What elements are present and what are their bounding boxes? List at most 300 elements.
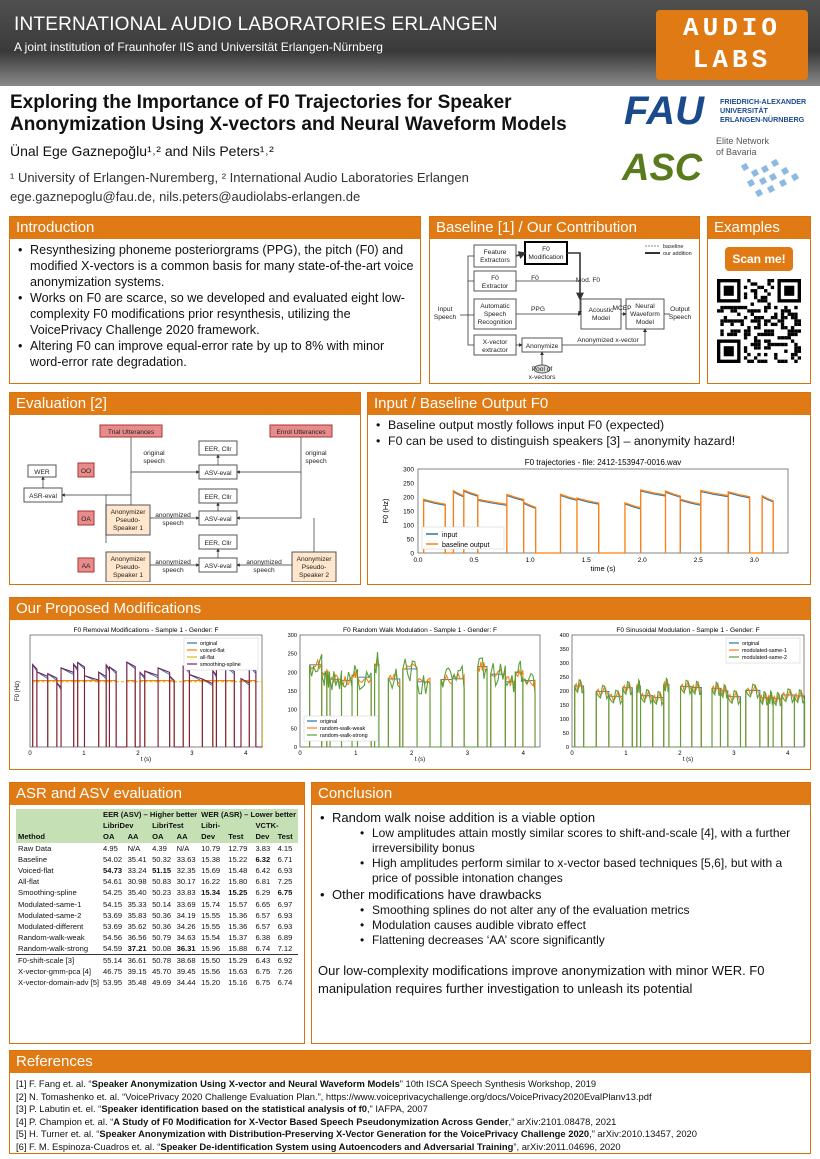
reference-4[interactable]: [4] P. Champion et. al. “A Study of F0 Modification for X-Vector Based Speech Pseudonymization Across Gender,” arXiv:2101.08478, 2021 bbox=[16, 1115, 617, 1127]
io-xtick: 2.0 bbox=[637, 557, 647, 564]
oa-label: OA bbox=[81, 516, 91, 523]
mod-xtick: 2 bbox=[678, 751, 682, 757]
conclusion-heading: Conclusion bbox=[312, 783, 810, 805]
intro-bullet-3: • Altering F0 can improve equal-error rate by up to 8% with minor word-error rate degradation. bbox=[16, 338, 414, 370]
pseudo1-b: Anonymizer bbox=[110, 556, 146, 563]
block-anonymize: Anonymize bbox=[525, 343, 559, 350]
io-xtick: 3.0 bbox=[749, 557, 759, 564]
value-cell: 33.83 bbox=[176, 888, 196, 898]
value-cell: 50.36 bbox=[152, 921, 172, 931]
value-cell: 50.78 bbox=[152, 955, 172, 965]
hdr-eer: EER (ASV) – Higher better bbox=[103, 810, 198, 820]
col-header: Dev bbox=[255, 832, 270, 842]
method-cell: Modulated-same-1 bbox=[18, 899, 82, 909]
evaluation-heading: Evaluation [2] bbox=[10, 393, 360, 415]
col-header: Dev bbox=[201, 832, 216, 842]
enb-line-1: Elite Network bbox=[716, 136, 770, 146]
f0-trajectory-chart bbox=[378, 455, 798, 583]
block-nwm: Neural bbox=[635, 303, 655, 310]
value-cell: 50.79 bbox=[152, 933, 172, 943]
anon-speech-2: anonymized bbox=[155, 559, 191, 566]
io-plot-title: F0 trajectories - file: 2412-153947-0016.wav bbox=[524, 458, 682, 467]
pseudo1-b-2: Pseudo- bbox=[115, 564, 141, 571]
evaluation-diagram bbox=[10, 415, 359, 582]
baseline-panel bbox=[429, 216, 700, 384]
results-table-wrap bbox=[10, 805, 304, 992]
conclusion-point-1: • Random walk noise addition is a viable option bbox=[318, 809, 804, 826]
evaluation-panel bbox=[9, 392, 361, 585]
value-cell: 6.75 bbox=[255, 977, 271, 987]
conclusion-panel bbox=[311, 782, 811, 1044]
value-cell: 36.31 bbox=[176, 944, 196, 954]
value-cell: 30.17 bbox=[176, 877, 196, 887]
value-cell: 10.79 bbox=[201, 843, 221, 853]
block-pool-2: x-vectors bbox=[528, 374, 556, 381]
col-header: AA bbox=[127, 832, 139, 842]
email-line: ege.gaznepoglu@fau.de, nils.peters@audiolabs-erlangen.de bbox=[10, 189, 361, 204]
block-asr-3: Recognition bbox=[477, 319, 513, 326]
value-cell: 6.42 bbox=[255, 866, 271, 876]
conclusion-sub-1b: • High amplitudes perform similar to x-vector based techniques [5,6], but with a price of possible intonation changes bbox=[360, 856, 810, 886]
mod-ytick: 250 bbox=[559, 675, 569, 681]
fau-logo bbox=[624, 88, 810, 132]
col-header: OA bbox=[103, 832, 115, 842]
mod-xtick: 3 bbox=[465, 751, 470, 757]
value-cell: 15.88 bbox=[228, 944, 248, 954]
value-cell: 54.02 bbox=[103, 854, 123, 864]
logo-line-2: LABS bbox=[692, 45, 772, 75]
anon-speech-2b: speech bbox=[162, 567, 184, 574]
value-cell: 45.70 bbox=[152, 966, 172, 976]
value-cell: 33.69 bbox=[176, 899, 196, 909]
mod-xtick: 1 bbox=[624, 751, 628, 757]
value-cell: 6.65 bbox=[255, 899, 271, 909]
value-cell: 37.21 bbox=[127, 944, 147, 954]
mod-legend bbox=[184, 638, 258, 670]
block-nwm-2: Waveform bbox=[630, 311, 660, 318]
col-header: AA bbox=[176, 832, 188, 842]
block-xvec: X-vector bbox=[482, 339, 508, 346]
asc-logo bbox=[620, 140, 710, 188]
value-cell: 50.08 bbox=[152, 944, 172, 954]
references-panel bbox=[9, 1050, 811, 1154]
asr-asv-panel bbox=[9, 782, 305, 1044]
input-output-panel bbox=[367, 392, 811, 585]
mod-legend-label: modulated-same-2 bbox=[742, 655, 787, 661]
elite-network-logo bbox=[712, 134, 812, 204]
value-cell: 6.29 bbox=[255, 888, 271, 898]
io-xtick: 2.5 bbox=[693, 557, 703, 564]
table-row bbox=[16, 932, 298, 943]
value-cell: 15.69 bbox=[201, 866, 221, 876]
table-row bbox=[16, 899, 298, 910]
value-cell: 36.61 bbox=[127, 955, 147, 965]
hdr-libritest: LibriTest bbox=[152, 821, 184, 831]
value-cell: 6.43 bbox=[255, 955, 271, 965]
block-acoustic-2: Model bbox=[592, 315, 610, 322]
value-cell: 6.93 bbox=[277, 921, 293, 931]
authors: Ünal Ege Gaznepoğlu¹˒² and Nils Peters¹˒² bbox=[10, 143, 274, 159]
value-cell: 15.20 bbox=[201, 977, 221, 987]
sinusoidal-chart bbox=[548, 623, 810, 769]
mod-xtick: 4 bbox=[786, 751, 790, 757]
asv-eval-1: ASV-eval bbox=[204, 470, 232, 477]
io-bullet-1: • Baseline output mostly follows input F0 (expected) bbox=[374, 417, 804, 433]
enb-line-2: of Bavaria bbox=[716, 147, 757, 157]
asv-eval-2: ASV-eval bbox=[204, 516, 232, 523]
label-input: Input bbox=[437, 306, 453, 313]
value-cell: 54.15 bbox=[103, 899, 123, 909]
value-cell: 6.92 bbox=[277, 955, 293, 965]
method-cell: All-flat bbox=[18, 877, 40, 887]
logo-line-1: AUDIO bbox=[682, 13, 781, 43]
value-cell: 15.50 bbox=[201, 955, 221, 965]
reference-1[interactable]: [1] F. Fang et. al. “Speaker Anonymization Using X-vector and Neural Waveform Models” 10th ISCA Speech Synthesis Workshop, 2019 bbox=[16, 1078, 597, 1089]
value-cell: 15.22 bbox=[228, 854, 248, 864]
header-bar bbox=[0, 0, 820, 86]
io-ytick: 250 bbox=[403, 480, 414, 488]
mod-legend bbox=[304, 716, 378, 741]
mod-ytick: 50 bbox=[562, 731, 569, 737]
value-cell: 6.75 bbox=[277, 888, 293, 898]
value-cell: 30.98 bbox=[127, 877, 147, 887]
value-cell: 55.14 bbox=[103, 955, 123, 965]
value-cell: 54.61 bbox=[103, 877, 123, 887]
baseline-diagram bbox=[430, 239, 698, 381]
affiliation-line: ¹ University of Erlangen-Nuremberg, ² International Audio Laboratories Erlangen bbox=[10, 170, 469, 185]
mod-legend-label: random-walk-strong bbox=[320, 733, 368, 739]
value-cell: 50.14 bbox=[152, 899, 172, 909]
value-cell: 15.29 bbox=[228, 955, 248, 965]
asc-logo-letters: ASC bbox=[622, 147, 703, 188]
label-mcep: MCEP bbox=[612, 305, 632, 312]
value-cell: 7.25 bbox=[277, 877, 293, 887]
f0-removal-chart bbox=[12, 623, 274, 769]
block-xvec-2: extractor bbox=[482, 347, 508, 354]
institution-name: INTERNATIONAL AUDIO LABORATORIES ERLANGEN bbox=[14, 14, 498, 35]
mod-plot-title: F0 Removal Modifications - Sample 1 - Gender: F bbox=[73, 627, 219, 634]
anon-speech-1b: speech bbox=[162, 520, 184, 527]
input-output-list bbox=[368, 415, 810, 451]
value-cell: 6.75 bbox=[255, 966, 271, 976]
method-cell: F0-shift-scale [3] bbox=[18, 955, 75, 965]
mod-xtick: 3 bbox=[732, 751, 736, 757]
affiliations bbox=[10, 168, 469, 206]
io-ytick: 50 bbox=[406, 536, 414, 544]
value-cell: 4.15 bbox=[277, 843, 293, 853]
value-cell: 15.36 bbox=[228, 921, 248, 931]
io-legend-label: baseline output bbox=[442, 542, 490, 549]
references-heading: References bbox=[10, 1051, 810, 1073]
mod-xtick: 2 bbox=[136, 751, 140, 757]
mod-ytick: 350 bbox=[559, 647, 569, 653]
table-row bbox=[16, 910, 298, 921]
conclusion-list bbox=[312, 805, 810, 826]
fau-line-3: ERLANGEN-NÜRNBERG bbox=[720, 115, 805, 124]
io-legend-label: input bbox=[442, 532, 458, 539]
mod-xtick: 3 bbox=[190, 751, 194, 757]
intro-bullet-2: • Works on F0 are scarce, so we developed and evaluated eight low-complexity F0 modifications prior resynthesis, utilizing the VoicePrivacy Challenge 2020 framework. bbox=[16, 290, 414, 338]
value-cell: 15.48 bbox=[228, 866, 248, 876]
table-row bbox=[16, 876, 298, 887]
mod-ytick: 300 bbox=[559, 661, 569, 667]
value-cell: 35.62 bbox=[127, 921, 147, 931]
column-header-row bbox=[16, 831, 298, 842]
col-header: Method bbox=[18, 832, 45, 842]
value-cell: 32.35 bbox=[176, 866, 196, 876]
col-header: OA bbox=[152, 832, 164, 842]
audiolabs-logo bbox=[656, 10, 808, 80]
value-cell: 16.22 bbox=[201, 877, 221, 887]
mod-xtick: 0 bbox=[28, 751, 32, 757]
reference-2[interactable]: [2] N. Tomashenko et. al. “VoicePrivacy 2020 Challenge Evaluation Plan.”, https://www.voiceprivacychallenge.org/docs/VoicePrivacy2020EvalPlanv13.pdf bbox=[16, 1090, 652, 1102]
mod-xtick: 2 bbox=[409, 751, 414, 757]
value-cell: 6.57 bbox=[255, 910, 271, 920]
value-cell: 6.74 bbox=[255, 944, 271, 954]
io-xtick: 1.0 bbox=[525, 557, 535, 564]
pseudo1-a-2: Pseudo- bbox=[115, 517, 141, 524]
value-cell: 49.69 bbox=[152, 977, 172, 987]
block-f0ext-2: Extractor bbox=[481, 283, 509, 290]
block-f0mod-2: Modification bbox=[528, 254, 564, 261]
value-cell: N/A bbox=[127, 843, 141, 853]
hdr-vctk: VCTK- bbox=[255, 821, 279, 831]
value-cell: 6.32 bbox=[255, 854, 271, 864]
eer-1: EER, Cllr bbox=[204, 446, 232, 453]
modifications-panel bbox=[9, 597, 811, 770]
table-row bbox=[16, 865, 298, 876]
value-cell: 54.59 bbox=[103, 944, 123, 954]
mod-legend-label: voiced-flat bbox=[200, 648, 225, 654]
value-cell: 34.19 bbox=[176, 910, 196, 920]
mod-xlabel: t (s) bbox=[140, 757, 152, 763]
method-cell: Modulated-same-2 bbox=[18, 910, 82, 920]
mod-legend-label: random-walk-weak bbox=[320, 726, 366, 732]
orig-speech-1: original bbox=[143, 450, 165, 457]
mod-ytick: 150 bbox=[559, 703, 569, 709]
value-cell: 38.68 bbox=[176, 955, 196, 965]
value-cell: 6.57 bbox=[255, 921, 271, 931]
io-bullet-2: • F0 can be used to distinguish speakers [3] – anonymity hazard! bbox=[374, 433, 804, 449]
mod-legend-label: original bbox=[742, 641, 760, 647]
value-cell: 4.39 bbox=[152, 843, 167, 853]
eer-2: EER, Cllr bbox=[204, 494, 232, 501]
method-cell: X-vector-gmm-pca [4] bbox=[18, 966, 92, 976]
value-cell: 15.55 bbox=[201, 921, 221, 931]
mod-ytick: 200 bbox=[559, 689, 569, 695]
col-header: Test bbox=[228, 832, 244, 842]
orig-speech-1b: speech bbox=[143, 458, 165, 465]
value-cell: 15.57 bbox=[228, 899, 248, 909]
block-feature: Feature bbox=[483, 249, 507, 256]
block-asr-2: Speech bbox=[483, 311, 507, 318]
label-ppg: PPG bbox=[531, 306, 545, 313]
table-row bbox=[16, 943, 298, 954]
legend-baseline: baseline bbox=[663, 244, 684, 250]
method-cell: Raw Data bbox=[18, 843, 52, 853]
table-row bbox=[16, 954, 298, 965]
examples-panel bbox=[707, 216, 811, 384]
introduction-panel bbox=[9, 216, 421, 384]
value-cell: 15.37 bbox=[228, 933, 248, 943]
mod-legend-label: all-flat bbox=[200, 655, 215, 661]
value-cell: 12.79 bbox=[228, 843, 248, 853]
scan-me-button[interactable]: Scan me! bbox=[725, 247, 793, 271]
block-f0mod: F0 bbox=[542, 246, 550, 253]
value-cell: 15.36 bbox=[228, 910, 248, 920]
value-cell: 34.63 bbox=[176, 933, 196, 943]
col-header: Test bbox=[277, 832, 293, 842]
table-row bbox=[16, 887, 298, 898]
orig-speech-2: original bbox=[305, 450, 327, 457]
random-walk-chart bbox=[276, 623, 544, 769]
value-cell: 15.55 bbox=[201, 910, 221, 920]
modifications-heading: Our Proposed Modifications bbox=[10, 598, 810, 620]
hdr-wer: WER (ASR) – Lower better bbox=[201, 810, 297, 820]
hdr-blank-2 bbox=[16, 820, 101, 831]
value-cell: 54.25 bbox=[103, 888, 123, 898]
mod-xlabel: t (s) bbox=[414, 757, 426, 763]
fau-line-2: UNIVERSITÄT bbox=[720, 106, 768, 115]
table-row bbox=[16, 966, 298, 977]
conclusion-final: Our low-complexity modifications improve anonymization with minor WER. F0 manipulation requires further investigation to unleash its potential bbox=[318, 963, 765, 996]
io-ytick: 200 bbox=[403, 494, 414, 502]
conclusion-sub-1a: • Low amplitudes attain mostly similar scores to shift-and-scale [4], with a further irreversibility bonus bbox=[360, 826, 810, 856]
block-asr: Automatic bbox=[480, 303, 510, 310]
pseudo1-a-3: Speaker 1 bbox=[112, 525, 144, 532]
conclusion-sub-2b: • Modulation causes audible vibrato effect bbox=[360, 918, 810, 933]
method-cell: Random-walk-weak bbox=[18, 933, 85, 943]
mod-xtick: 0 bbox=[298, 751, 302, 757]
method-cell: Voiced-flat bbox=[18, 866, 54, 876]
conclusion-sub-2c: • Flattening decreases ‘AA’ score significantly bbox=[360, 933, 810, 948]
mod-legend bbox=[726, 638, 800, 663]
mod-ytick: 300 bbox=[287, 633, 297, 639]
io-xlabel: time (s) bbox=[590, 564, 616, 573]
eer-3: EER, Cllr bbox=[204, 540, 232, 547]
reference-3[interactable]: [3] P. Labutin et. el. “Speaker identification based on the statistical analysis of f0,” IAFPA, 2007 bbox=[16, 1103, 428, 1115]
enrol-utterances: Enrol Utterances bbox=[276, 429, 326, 436]
block-f0ext: F0 bbox=[491, 275, 499, 282]
io-xtick: 0.0 bbox=[413, 557, 423, 564]
value-cell: 15.25 bbox=[228, 888, 248, 898]
method-cell: Baseline bbox=[18, 854, 48, 864]
mod-xtick: 0 bbox=[570, 751, 574, 757]
mod-plot-title: F0 Sinusoidal Modulation - Sample 1 - Gender: F bbox=[616, 627, 760, 634]
value-cell: 6.74 bbox=[277, 977, 293, 987]
value-cell: 35.40 bbox=[127, 888, 147, 898]
hdr-libridev: LibriDev bbox=[103, 821, 134, 831]
value-cell: 15.63 bbox=[228, 966, 248, 976]
value-cell: 35.33 bbox=[127, 899, 147, 909]
conclusion-sublist-1 bbox=[360, 826, 810, 886]
conclusion-point-2: • Other modifications have drawbacks bbox=[318, 886, 804, 903]
baseline-heading: Baseline [1] / Our Contribution bbox=[430, 217, 699, 239]
mod-ytick: 0 bbox=[565, 745, 569, 751]
label-f0: F0 bbox=[531, 275, 539, 282]
value-cell: 50.83 bbox=[152, 877, 172, 887]
label-output: Output bbox=[670, 306, 690, 313]
value-cell: 53.69 bbox=[103, 910, 123, 920]
value-cell: 33.24 bbox=[127, 866, 147, 876]
value-cell: 35.83 bbox=[127, 910, 147, 920]
value-cell: 35.48 bbox=[127, 977, 147, 987]
fau-logo-letters: FAU bbox=[624, 89, 704, 132]
value-cell: 34.26 bbox=[176, 921, 196, 931]
wer-box: WER bbox=[34, 469, 50, 476]
introduction-heading: Introduction bbox=[10, 217, 420, 239]
asv-eval-3: ASV-eval bbox=[204, 563, 232, 570]
value-cell: 53.95 bbox=[103, 977, 123, 987]
pseudo2: Anonymizer bbox=[296, 556, 332, 563]
mod-xtick: 1 bbox=[82, 751, 86, 757]
qr-code[interactable] bbox=[717, 279, 801, 363]
value-cell: 46.75 bbox=[103, 966, 123, 976]
mod-xtick: 1 bbox=[354, 751, 358, 757]
value-cell: 15.34 bbox=[201, 888, 221, 898]
value-cell: 6.81 bbox=[255, 877, 271, 887]
table-row bbox=[16, 921, 298, 932]
value-cell: 33.63 bbox=[176, 854, 196, 864]
value-cell: 6.38 bbox=[255, 933, 271, 943]
value-cell: 39.15 bbox=[127, 966, 147, 976]
reference-5[interactable]: [5] H. Turner et. al. “Speaker Anonymization with Distribution-Preserving X-Vector Generation for the VoicePrivacy Challenge 2020,” arXiv:2010.13457, 2020 bbox=[16, 1128, 697, 1140]
io-xtick: 1.5 bbox=[581, 557, 591, 564]
conclusion-sub-2a: • Smoothing splines do not alter any of the evaluation metrics bbox=[360, 903, 810, 918]
pseudo1-a: Anonymizer bbox=[110, 509, 146, 516]
mod-ytick: 400 bbox=[559, 633, 569, 639]
mod-xtick: 4 bbox=[521, 751, 525, 757]
value-cell: 54.56 bbox=[103, 933, 123, 943]
value-cell: 6.89 bbox=[277, 933, 293, 943]
value-cell: 15.38 bbox=[201, 854, 221, 864]
io-ytick: 0 bbox=[410, 550, 414, 558]
value-cell: 50.32 bbox=[152, 854, 172, 864]
reference-6[interactable]: [6] F. M. Espinoza-Cuadros et. al. “Speaker De-identification System using Autoencoders and Adversarial Training”, arXiv:2011.04696, 2020 bbox=[16, 1140, 621, 1152]
legend-addition: our addition bbox=[663, 251, 692, 257]
value-cell: 15.74 bbox=[201, 899, 221, 909]
value-cell: 35.41 bbox=[127, 854, 147, 864]
value-cell: 39.45 bbox=[176, 966, 196, 976]
mod-ytick: 250 bbox=[287, 651, 297, 658]
mod-xtick: 4 bbox=[244, 751, 248, 757]
hdr-blank bbox=[16, 809, 101, 820]
block-acoustic: Acoustic bbox=[588, 307, 614, 314]
input-output-heading: Input / Baseline Output F0 bbox=[368, 393, 810, 415]
pseudo2-2: Pseudo- bbox=[301, 564, 327, 571]
oo-label: OO bbox=[80, 468, 92, 475]
poster-title: Exploring the Importance of F0 Trajectories for Speaker Anonymization Using X-vectors and Neural Waveform Models bbox=[10, 92, 567, 135]
io-ytick: 300 bbox=[403, 466, 414, 474]
value-cell: 6.71 bbox=[277, 854, 293, 864]
value-cell: 51.15 bbox=[152, 866, 172, 876]
examples-heading: Examples bbox=[708, 217, 810, 239]
pseudo1-b-3: Speaker 1 bbox=[112, 572, 144, 579]
mod-legend-label: original bbox=[320, 719, 338, 725]
mod-ytick: 200 bbox=[287, 670, 297, 677]
results-table bbox=[16, 809, 298, 988]
value-cell: 7.12 bbox=[277, 944, 293, 954]
value-cell: 4.95 bbox=[103, 843, 118, 853]
trial-utterances: Trial Utterances bbox=[107, 429, 155, 436]
mod-legend-label: smoothing-spline bbox=[200, 662, 241, 668]
anon-speech-1: anonymized bbox=[155, 512, 191, 519]
block-pool: Pool of bbox=[531, 366, 553, 373]
io-ylabel: F0 (Hz) bbox=[381, 498, 390, 524]
label-anon-xvec: Anonymized x-vector bbox=[577, 337, 639, 344]
label-output-2: Speech bbox=[668, 314, 692, 321]
value-cell: 54.73 bbox=[103, 866, 123, 876]
